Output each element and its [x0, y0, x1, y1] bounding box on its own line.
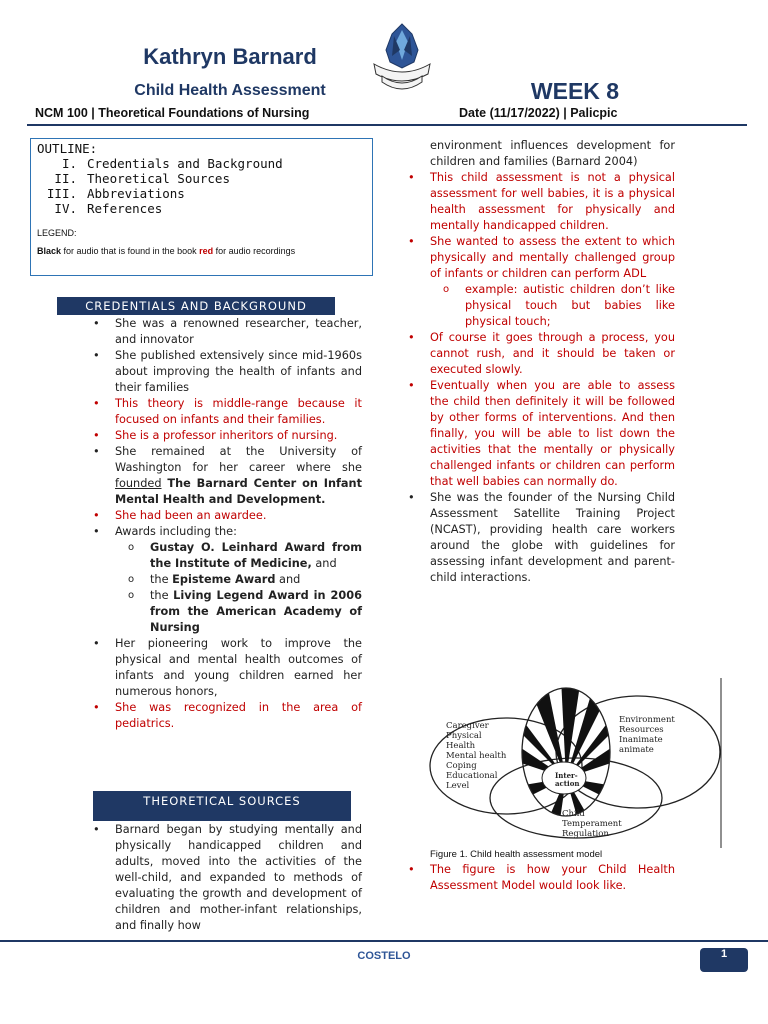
- outline-item: III. Abbreviations: [46, 186, 185, 201]
- environment-label: Resources: [619, 725, 664, 735]
- child-health-assessment-figure: [426, 678, 722, 848]
- environment-label: Inanimate: [619, 735, 663, 745]
- caregiver-label: Coping: [446, 761, 477, 771]
- list-item: • The figure is how your Child Health Assessment Model would look like.: [403, 862, 675, 894]
- list-item: • This child assessment is not a physical assessment for well babies, it is a physical health assessment for physically and mentally handicapped children.: [403, 170, 675, 234]
- course-title: NCM 100 | Theoretical Foundations of Nursing: [35, 106, 310, 120]
- list-item: • She remained at the University of Washington for her career where she founded The Barnard Center on Infant Mental Health and Development.: [88, 444, 362, 508]
- caregiver-label: Mental health: [446, 751, 507, 761]
- environment-label: animate: [619, 745, 654, 755]
- university-crest-icon: [368, 20, 436, 100]
- list-item: • Of course it goes through a process, you cannot rush, and it should be taken or executed slowly.: [403, 330, 675, 378]
- environment-label: Environment: [619, 715, 675, 725]
- sub-list-item: o the Episteme Award and: [88, 572, 362, 588]
- credentials-list: [88, 316, 362, 732]
- legend-text: Black for audio that is found in the book red for audio recordings: [37, 246, 296, 256]
- outline-item: IV. References: [54, 201, 163, 216]
- child-label: Child: [562, 809, 585, 819]
- outline-item: I. Credentials and Background: [61, 156, 283, 171]
- author-name: Kathryn Barnard: [143, 44, 317, 69]
- list-item: • She was a renowned researcher, teacher, and innovator: [88, 316, 362, 348]
- caregiver-label: Level: [446, 781, 470, 791]
- footer-author: COSTELO: [357, 950, 411, 962]
- continued-text: environment influences development for children and families (Barnard 2004): [430, 139, 675, 168]
- figure-note-list: [403, 862, 675, 894]
- child-label: Temperament: [562, 819, 622, 829]
- page-number-badge: 1: [700, 948, 748, 972]
- outline-box: [30, 138, 373, 276]
- list-item: • She published extensively since mid-1960s about improving the health of infants and their families: [88, 348, 362, 396]
- section-header-theoretical-sources: THEORETICAL SOURCES: [93, 791, 351, 821]
- document-subtitle: Child Health Assessment: [134, 82, 326, 99]
- interaction-label: Inter-: [555, 771, 578, 780]
- outline-title: OUTLINE:: [37, 141, 98, 156]
- list-item: • This theory is middle-range because it focused on infants and their families.: [88, 396, 362, 428]
- theoretical-sources-list: [88, 822, 362, 934]
- caregiver-label: Physical: [446, 731, 482, 741]
- footer-divider: [0, 940, 768, 942]
- list-item: • She had been an awardee.: [88, 508, 362, 524]
- list-item: • She is a professor inheritors of nursing.: [88, 428, 362, 444]
- list-item: • She was the founder of the Nursing Child Assessment Satellite Training Project (NCAST), providing health care workers around the globe with guidelines for assessing infant development and parent-child interactions.: [403, 490, 675, 586]
- list-item: • She wanted to assess the extent to which physically and mentally challenged group of infants or children can perform ADL: [403, 234, 675, 282]
- sub-list-item: o example: autistic children don’t like physical touch but babies like physical touch;: [403, 282, 675, 330]
- legend-label: LEGEND:: [37, 228, 77, 238]
- list-item: • Her pioneering work to improve the physical and mental health outcomes of infants and young children earned her numerous honors,: [88, 636, 362, 700]
- section-header-credentials: CREDENTIALS AND BACKGROUND: [57, 297, 335, 315]
- figure-caption: Figure 1. Child health assessment model: [430, 849, 603, 860]
- interaction-label: action: [555, 779, 580, 788]
- list-item: • She was recognized in the area of pediatrics.: [88, 700, 362, 732]
- list-item: • Barnard began by studying mentally and physically handicapped children and adults, moved into the activities of the well-child, and expanded to methods of evaluating the growth and development of children and mother-infant relationships, and finally how: [88, 822, 362, 934]
- date-and-author: Date (11/17/2022) | Palicpic: [459, 106, 618, 120]
- sub-list-item: o the Living Legend Award in 2006 from the American Academy of Nursing: [88, 588, 362, 636]
- caregiver-label: Caregiver: [446, 721, 489, 731]
- week-label: WEEK 8: [530, 78, 620, 104]
- sub-list-item: o Gustay O. Leinhard Award from the Institute of Medicine, and: [88, 540, 362, 572]
- caregiver-label: Educational: [446, 771, 498, 781]
- outline-item: II. Theoretical Sources: [54, 171, 230, 186]
- list-item: • Awards including the:: [88, 524, 362, 540]
- list-item: • Eventually when you are able to assess the child then definitely it will be followed by other forms of interventions. And then finally, you will be able to list down the activities that the mentally or physically challenged infants or children can perform that well babies can normally do.: [403, 378, 675, 490]
- header-divider: [27, 124, 747, 126]
- caregiver-label: Health: [446, 741, 476, 751]
- child-label: Regulation: [562, 829, 609, 839]
- right-column-list: [403, 138, 675, 586]
